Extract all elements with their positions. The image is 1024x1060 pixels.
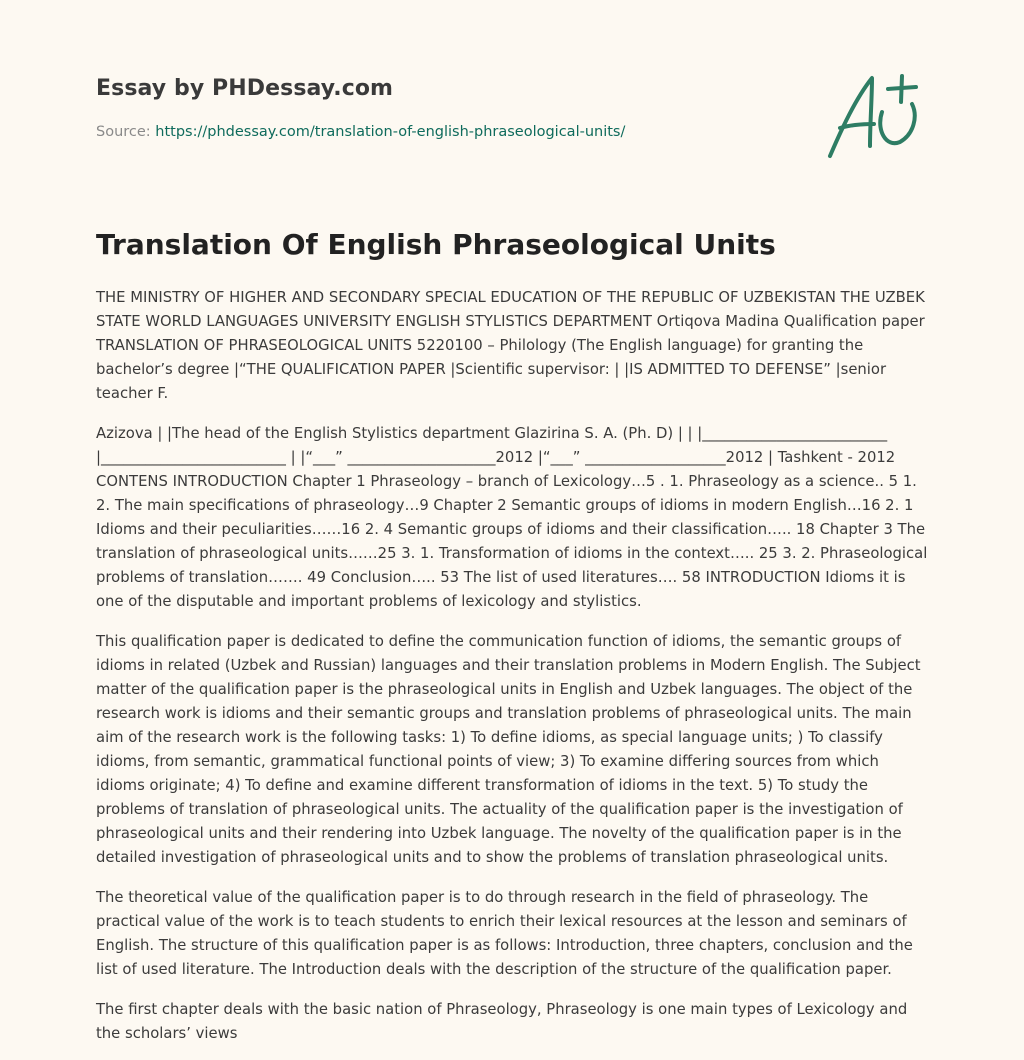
- essay-paragraph: Azizova | |The head of the English Stylistics department Glazirina S. A. (Ph. D) | | |_________________________ |_________________________ | |“___” ____________________2012 |“___” ___________________2012 | Tashkent - 2012 CONTENS INTRODUCTION Chapter 1 Phraseology – branch of Lexicology…5 . 1. Phraseology as a science.. 5 1. 2. The main specifications of phraseology…9 Chapter 2 Semantic groups of idioms in modern English…16 2. 1 Idioms and their peculiarities……16 2. 4 Semantic groups of idioms and their classification….. 18 Chapter 3 The translation of phraseological units……25 3. 1. Transformation of idioms in the context….. 25 3. 2. Phraseological problems of translation……. 49 Conclusion….. 53 The list of used literatures…. 58 INTRODUCTION Idioms it is one of the disputable and important problems of lexicology and stylistics.: [96, 425, 928, 610]
- essay-paragraph: This qualification paper is dedicated to define the communication function of idioms, the semantic groups of idioms in related (Uzbek and Russian) languages and their translation problems in Modern English. The Subject matter of the qualification paper is the phraseological units in English and Uzbek languages. The object of the research work is idioms and their semantic groups and translation problems of phraseological units. The main aim of the research work is the following tasks: 1) To define idioms, as special language units; ) To classify idioms, from semantic, grammatical functional points of view; 3) To examine differing sources from which idioms originate; 4) To define and examine different transformation of idioms in the text. 5) To study the problems of translation of phraseological units. The actuality of the qualification paper is the investigation of phraseological units and their rendering into Uzbek language. The novelty of the qualification paper is in the detailed investigation of phraseological units and to show the problems of translation phraseological units.: [96, 633, 921, 866]
- essay-paragraph: The first chapter deals with the basic nation of Phraseology, Phraseology is one main types of Lexicology and the scholars’ views: [96, 1001, 908, 1042]
- source-line: [96, 124, 625, 140]
- a-plus-grade-icon: [824, 68, 924, 164]
- source-label: Source:: [96, 124, 156, 140]
- source-link[interactable]: https://phdessay.com/translation-of-english-phraseological-units/: [155, 124, 626, 140]
- essay-paragraph: THE MINISTRY OF HIGHER AND SECONDARY SPECIAL EDUCATION OF THE REPUBLIC OF UZBEKISTAN THE UZBEK STATE WORLD LANGUAGES UNIVERSITY ENGLISH STYLISTICS DEPARTMENT Ortiqova Madina Qualification paper TRANSLATION OF PHRASEOLOGICAL UNITS 5220100 – Philology (The English language) for granting the bachelor’s degree |“THE QUALIFICATION PAPER |Scientific supervisor: | |IS ADMITTED TO DEFENSE” |senior teacher F.: [96, 289, 925, 402]
- site-brand: Essay by PHDessay.com: [96, 76, 394, 101]
- essay-body: [96, 286, 928, 1046]
- page-header: [96, 0, 928, 200]
- essay-title: Translation Of English Phraseological Units: [96, 228, 776, 261]
- essay-paragraph: The theoretical value of the qualification paper is to do through research in the field of phraseology. The practical value of the work is to teach students to enrich their lexical resources at the lesson and seminars of English. The structure of this qualification paper is as follows: Introduction, three chapters, conclusion and the list of used literature. The Introduction deals with the description of the structure of the qualification paper.: [96, 889, 913, 978]
